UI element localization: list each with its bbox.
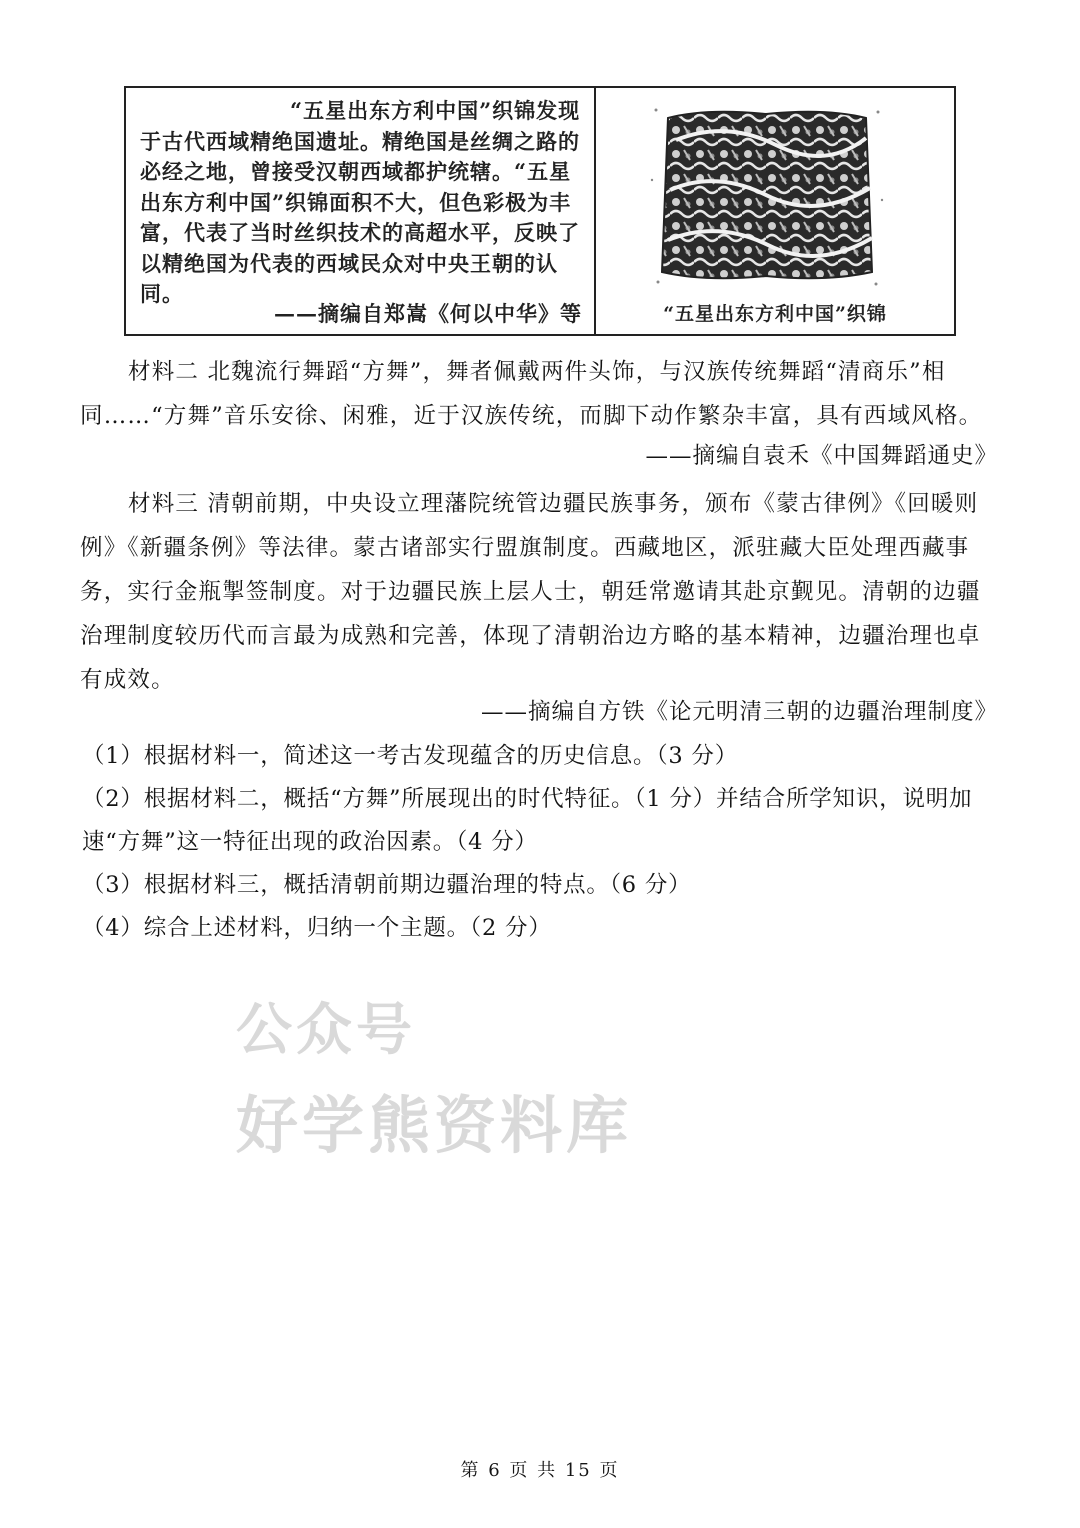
brocade-caption: “五星出东方利中国”织锦 (663, 303, 887, 325)
material-two-text: 材料二 北魏流行舞蹈“方舞”，舞者佩戴两件头饰，与汉族传统舞蹈“清商乐”相同……“方舞”音乐安徐、闲雅，近于汉族传统，而脚下动作繁杂丰富，具有西域风格。 (80, 359, 983, 429)
page-footer: 第 6 页 共 15 页 (460, 1460, 620, 1481)
material-one-source: ——摘编自郑嵩《何以中华》等 (274, 301, 582, 326)
watermark-line-2: 好学熊资料库 (236, 1089, 633, 1162)
material-one-text: “五星出东方利中国”织锦发现于古代西域精绝国遗址。精绝国是丝绸之路的必经之地，曾接受汉朝西域都护统辖。“五星出东方利中国”织锦面积不大，但色彩极为丰富，代表了当时丝织技术的高超水平，反映了以精绝国为代表的西域民众对中央王朝的认同。 (140, 98, 581, 306)
material-one-text-panel (126, 88, 596, 334)
question-3: （3）根据材料三，概括清朝前期边疆治理的特点。（6 分） (82, 872, 692, 898)
watermark-line-1: 公众号 (236, 998, 416, 1063)
material-one-figure (124, 86, 956, 336)
question-1: （1）根据材料一，简述这一考古发现蕴含的历史信息。（3 分） (82, 743, 739, 769)
material-three-text: 材料三 清朝前期，中央设立理藩院统管边疆民族事务，颁布《蒙古律例》《回暖则例》《新疆条例》等法律。蒙古诸部实行盟旗制度。西藏地区，派驻藏大臣处理西藏事务，实行金瓶掣签制度。对于边疆民族上层人士，朝廷常邀请其赴京觐见。清朝的边疆治理制度较历代而言最为成熟和完善，体现了清朝治边方略的基本精神，边疆治理也卓有成效。 (80, 491, 981, 693)
brocade-image (646, 100, 886, 290)
material-one-image-panel (596, 88, 954, 334)
material-three-source: ——摘编自方铁《论元明清三朝的边疆治理制度》 (480, 699, 998, 725)
question-2: （2）根据材料二，概括“方舞”所展现出的时代特征。（1 分）并结合所学知识，说明加速“方舞”这一特征出现的政治因素。（4 分） (82, 786, 973, 855)
question-4: （4）综合上述材料，归纳一个主题。（2 分） (82, 915, 552, 941)
material-two-source: ——摘编自袁禾《中国舞蹈通史》 (645, 443, 998, 469)
